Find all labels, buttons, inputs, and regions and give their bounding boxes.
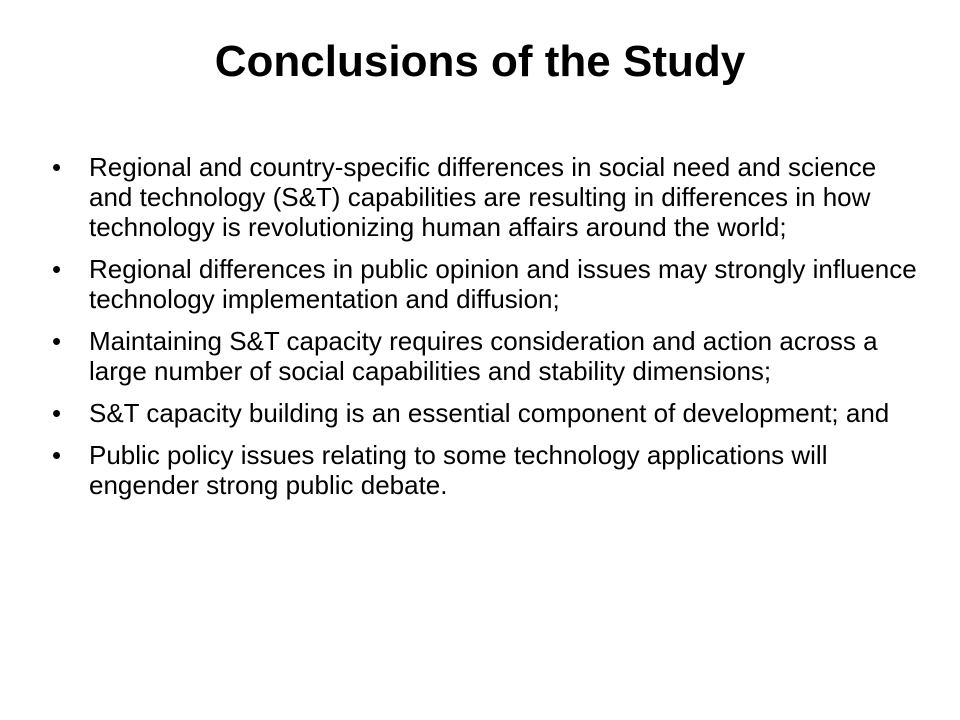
bullet-icon: • (52, 152, 62, 182)
bullet-item (52, 152, 922, 242)
bullet-icon: • (52, 398, 62, 428)
bullet-text: Maintaining S&T capacity requires consideration and action across a large number of social capabilities and stability dimensions; (89, 326, 878, 386)
bullet-text: S&T capacity building is an essential component of development; and (89, 398, 890, 428)
bullet-list (52, 152, 922, 512)
bullet-icon: • (52, 440, 62, 470)
bullet-item (52, 440, 922, 500)
bullet-icon: • (52, 326, 62, 356)
bullet-item (52, 254, 922, 314)
bullet-text: Public policy issues relating to some technology applications will engender strong public debate. (89, 440, 828, 500)
bullet-icon: • (52, 254, 62, 284)
slide-title: Conclusions of the Study (214, 37, 746, 86)
bullet-text: Regional and country-specific differences in social need and science and technology (S&T) capabilities are resulting in differences in how technology is revolutionizing human affairs around the world; (89, 152, 877, 242)
bullet-item (52, 398, 922, 428)
bullet-item (52, 326, 922, 386)
bullet-text: Regional differences in public opinion and issues may strongly influence technology implementation and diffusion; (89, 254, 917, 314)
